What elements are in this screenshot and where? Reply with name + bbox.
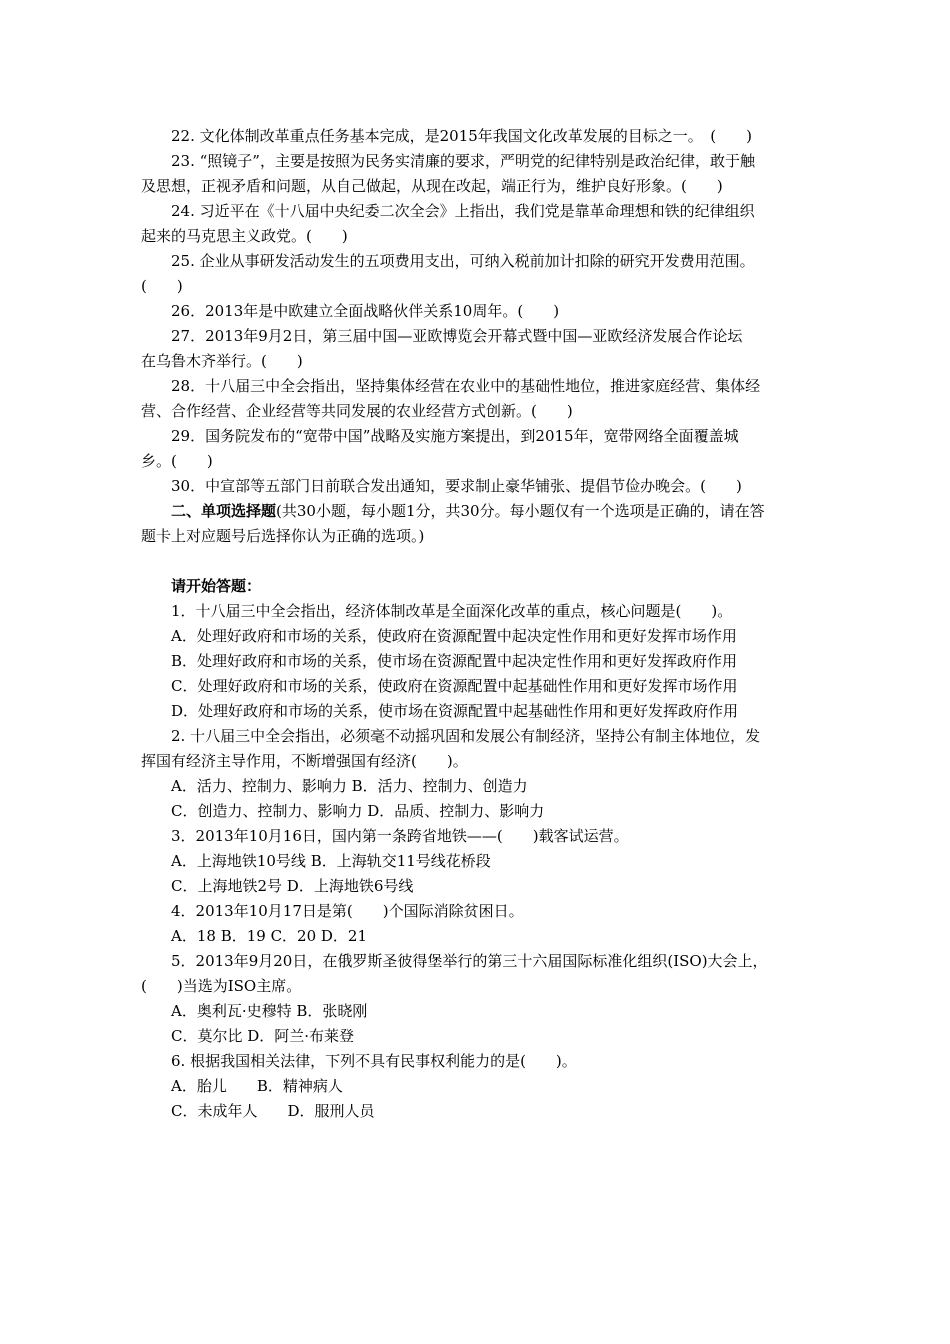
blank-line [141, 549, 811, 574]
question-line: C．创造力、控制力、影响力 D．品质、控制力、影响力 [171, 802, 545, 820]
question-line: 27．2013年9月2日，第三届中国—亚欧博览会开幕式暨中国—亚欧经济发展合作论坛 [171, 327, 743, 345]
question-line: A．胎儿 B．精神病人 [171, 1077, 343, 1095]
multiple-choice-questions [141, 599, 811, 1124]
question-line: 23. “照镜子”，主要是按照为民务实清廉的要求，严明党的纪律特别是政治纪律，敢于触 [171, 152, 755, 170]
question-line: C．未成年人 D．服刑人员 [171, 1102, 375, 1120]
question-line: 起来的马克思主义政党。( ) [141, 227, 348, 245]
question-line: C．处理好政府和市场的关系，使政府在资源配置中起基础性作用和更好发挥市场作用 [171, 677, 738, 695]
question-line: 挥国有经济主导作用，不断增强国有经济( )。 [141, 752, 468, 770]
question-line: C．上海地铁2号 D．上海地铁6号线 [171, 877, 414, 895]
section-heading [141, 499, 811, 524]
document-page [141, 124, 811, 1124]
question-line: 乡。( ) [141, 452, 213, 470]
question-line: 2. 十八届三中全会指出，必须毫不动摇巩固和发展公有制经济，坚持公有制主体地位，发 [171, 727, 761, 745]
question-line: 5．2013年9月20日，在俄罗斯圣彼得堡举行的第三十六届国际标准化组织(ISO)大会上， [171, 952, 768, 970]
question-line: 营、合作经营、企业经营等共同发展的农业经营方式创新。( ) [141, 402, 573, 420]
question-line: B．处理好政府和市场的关系，使市场在资源配置中起决定性作用和更好发挥政府作用 [171, 652, 738, 670]
question-line: 在乌鲁木齐举行。( ) [141, 352, 303, 370]
question-line: A．处理好政府和市场的关系，使政府在资源配置中起决定性作用和更好发挥市场作用 [171, 627, 737, 645]
question-line: 及思想，正视矛盾和问题，从自己做起，从现在改起，端正行为，维护良好形象。( ) [141, 177, 723, 195]
section-title: 二、单项选择题 [171, 502, 277, 520]
question-line: 4．2013年10月17日是第( )个国际消除贫困日。 [171, 902, 524, 920]
question-line: A．上海地铁10号线 B．上海轨交11号线花桥段 [171, 852, 491, 870]
question-line: 3．2013年10月16日，国内第一条跨省地铁——( )载客试运营。 [171, 827, 629, 845]
section-description-continued: 题卡上对应题号后选择你认为正确的选项。) [141, 527, 425, 545]
question-line: 26．2013年是中欧建立全面战略伙伴关系10周年。( ) [171, 302, 560, 320]
question-line: C．莫尔比 D．阿兰·布莱登 [171, 1027, 355, 1045]
section-description: (共30小题，每小题1分，共30分。每小题仅有一个选项是正确的，请在答 [276, 502, 765, 520]
question-line: ( )当选为ISO主席。 [141, 977, 302, 995]
start-prompt: 请开始答题： [171, 577, 262, 595]
question-line: 25. 企业从事研发活动发生的五项费用支出，可纳入税前加计扣除的研究开发费用范围。 [171, 252, 755, 270]
question-line: 24. 习近平在《十八届中央纪委二次全会》上指出，我们党是靠革命理想和铁的纪律组织 [171, 202, 755, 220]
question-line: D．处理好政府和市场的关系，使市场在资源配置中起基础性作用和更好发挥政府作用 [171, 702, 739, 720]
question-line: 6. 根据我国相关法律，下列不具有民事权利能力的是( )。 [171, 1052, 577, 1070]
question-line: 28．十八届三中全会指出，坚持集体经营在农业中的基础性地位，推进家庭经营、集体经 [171, 377, 761, 395]
question-line: A．活力、控制力、影响力 B．活力、控制力、创造力 [171, 777, 528, 795]
true-false-questions [141, 124, 811, 499]
question-line: ( ) [141, 277, 183, 295]
question-line: 22. 文化体制改革重点任务基本完成，是2015年我国文化改革发展的目标之一。 ( ) [171, 127, 753, 145]
question-line: A．奥利瓦·史穆特 B．张晓刚 [171, 1002, 368, 1020]
question-line: A．18 B．19 C．20 D．21 [171, 927, 368, 945]
question-line: 30．中宣部等五部门日前联合发出通知，要求制止豪华铺张、提倡节俭办晚会。( ) [171, 477, 742, 495]
question-line: 29．国务院发布的“宽带中国”战略及实施方案提出，到2015年，宽带网络全面覆盖城 [171, 427, 739, 445]
question-line: 1．十八届三中全会指出，经济体制改革是全面深化改革的重点，核心问题是( )。 [171, 602, 733, 620]
